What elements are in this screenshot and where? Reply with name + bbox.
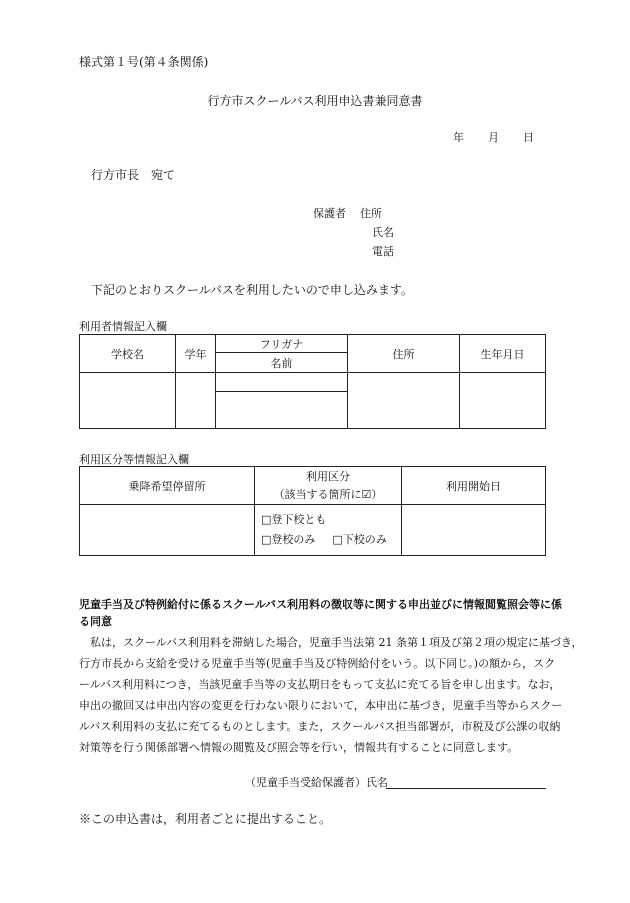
birthdate-input-cell[interactable] — [460, 373, 546, 429]
header-usage-type — [255, 467, 402, 505]
usage-type-note: （該当する箇所に☑） — [273, 487, 383, 501]
option-both-checkbox[interactable]: □登下校とも — [261, 513, 327, 526]
usage-section-heading: 利用区分等情報記入欄 — [79, 453, 189, 466]
form-number: 様式第１号(第４条関係) — [79, 55, 209, 69]
consent-heading-line1: 児童手当及び特例給付に係るスクールバス利用料の徴収等に関する申出並びに情報閲覧照会等に係 — [79, 598, 563, 611]
signature-line[interactable] — [386, 788, 546, 789]
header-school: 学校名 — [80, 335, 176, 373]
header-start-date: 利用開始日 — [402, 467, 546, 505]
consent-heading-line2: る同意 — [79, 615, 112, 628]
name-input-cell[interactable] — [216, 391, 348, 428]
furigana-input-cell[interactable] — [216, 373, 348, 391]
header-stop: 乗降希望停留所 — [80, 467, 255, 505]
page-title: 行方市スクールバス利用申込書兼同意書 — [207, 94, 423, 108]
consent-line-2: 行方市長から支給を受ける児童手当等(児童手当及び特例給付をいう。以下同じ。)の額から，スク — [79, 657, 556, 670]
option-to-school-checkbox[interactable]: □登校のみ — [261, 533, 316, 546]
user-section-heading: 利用者情報記入欄 — [79, 320, 167, 333]
stop-input-cell[interactable] — [80, 505, 255, 556]
date-month-label: 月 — [488, 131, 499, 144]
start-date-input-cell[interactable] — [402, 505, 546, 556]
usage-options-cell — [255, 505, 402, 556]
header-address: 住所 — [348, 335, 460, 373]
intro-text: 下記のとおりスクールバスを利用したいので申し込みます。 — [91, 283, 413, 297]
header-grade: 学年 — [176, 335, 216, 373]
consent-line-4: 申出の撤回又は申出内容の変更を行わない限りにおいて，本申出に基づき，児童手当等からスクー — [79, 699, 563, 712]
header-furigana: フリガナ — [216, 335, 348, 353]
guardian-name-label: 氏名 — [372, 226, 394, 239]
consent-line-3: ールバス利用料につき，当該児童手当等の支払期日をもって支払に充てる旨を申し出ます。なお， — [79, 678, 561, 691]
date-day-label: 日 — [523, 131, 534, 144]
user-info-table — [79, 334, 546, 429]
consent-line-6: 対策等を行う関係部署へ情報の閲覧及び照会等を行い，情報共有することに同意します。 — [79, 741, 519, 754]
signature-label: （児童手当受給保護者）氏名 — [245, 776, 388, 789]
guardian-phone-label: 電話 — [372, 245, 394, 258]
header-name: 名前 — [216, 353, 348, 373]
address-input-cell[interactable] — [348, 373, 460, 429]
guardian-address-label: 住所 — [360, 207, 382, 220]
submission-note: ※この申込書は，利用者ごとに提出すること。 — [79, 812, 332, 826]
addressee: 行方市長 宛て — [91, 168, 176, 182]
grade-input-cell[interactable] — [176, 373, 216, 429]
school-input-cell[interactable] — [80, 373, 176, 429]
consent-line-5: ルバス利用料の支払に充てるものとします。また，スクールバス担当部署が，市税及び公課の収納 — [79, 720, 561, 733]
usage-info-table — [79, 466, 546, 556]
usage-type-label: 利用区分 — [306, 469, 350, 483]
option-from-school-checkbox[interactable]: □下校のみ — [332, 533, 387, 546]
consent-line-1: 私は，スクールバス利用料を滞納した場合，児童手当法第 21 条第１項及び第２項の規定に基づき， — [79, 636, 583, 649]
header-birthdate: 生年月日 — [460, 335, 546, 373]
guardian-label: 保護者 — [313, 207, 346, 220]
date-year-label: 年 — [453, 131, 464, 144]
